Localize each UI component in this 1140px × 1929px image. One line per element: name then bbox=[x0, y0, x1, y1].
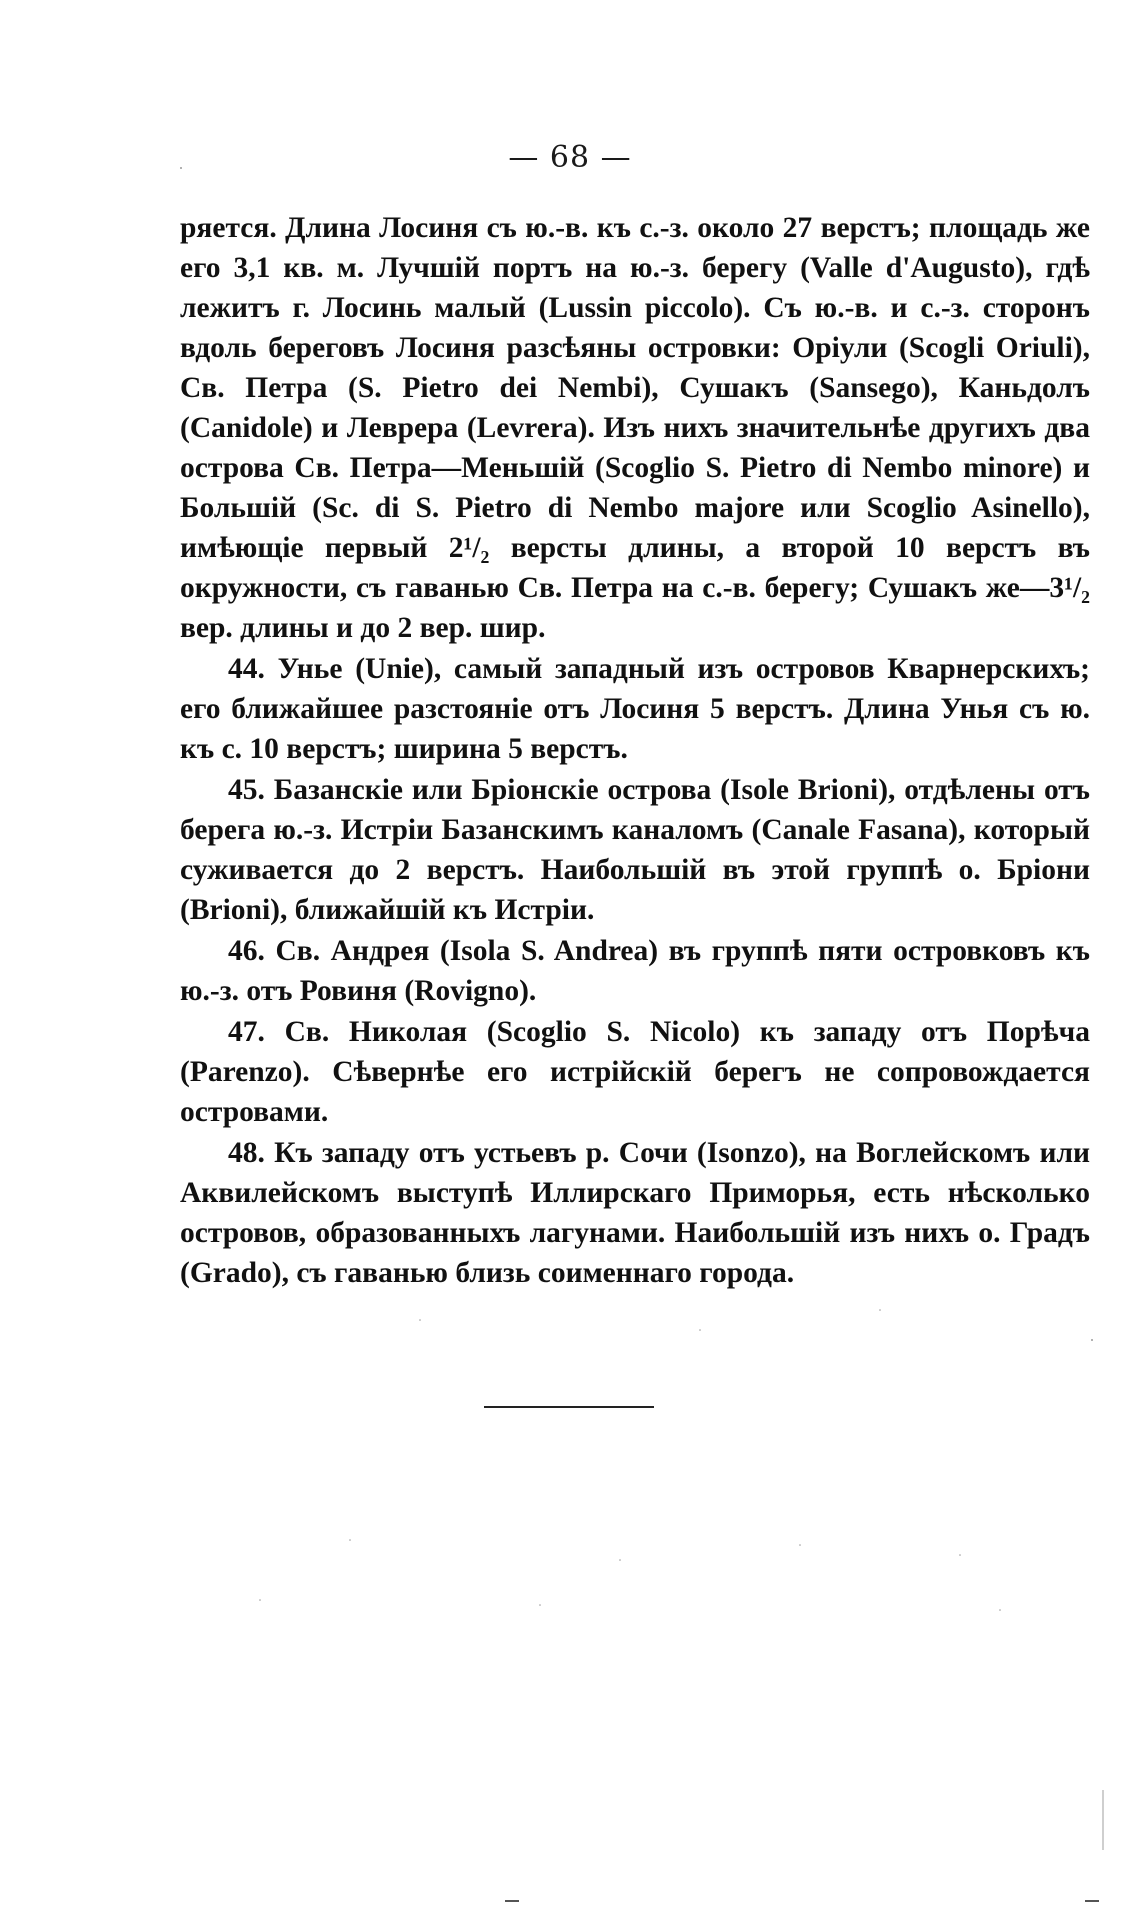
paragraph-48: 48. Къ западу отъ устьевъ р. Сочи (Isonzo), на Воглейскомъ или Аквилейскомъ выступѣ Иллирскаго Приморья, есть нѣсколько островов, образованныхъ лагунами. Наибольшій изъ нихъ о. Градъ (Grado), съ гаванью близь соименнаго города. bbox=[180, 1137, 1090, 1289]
body-text bbox=[180, 208, 1090, 1293]
paragraph-44: 44. Унье (Unie), самый западный изъ островов Кварнерскихъ; его ближайшее разстояніе отъ Лосиня 5 верстъ. Длина Унья съ ю. къ с. 10 верстъ; ширина 5 верстъ. bbox=[180, 653, 1090, 765]
paragraph-47: 47. Св. Николая (Scoglio S. Nicolo) къ западу отъ Порѣча (Parenzo). Сѣвернѣе его истрійскій берегъ не сопровождается островами. bbox=[180, 1016, 1090, 1128]
section-end-rule bbox=[484, 1406, 654, 1408]
paragraph-46: 46. Св. Андрея (Isola S. Andrea) въ группѣ пяти островковъ къ ю.-з. отъ Ровиня (Rovigno). bbox=[180, 935, 1090, 1007]
paragraph-continuation: ряется. Длина Лосиня съ ю.-в. къ с.-з. около 27 верстъ; площадь же его 3,1 кв. м. Лучшій портъ на ю.-з. берегу (Valle d'Augusto), гдѣ лежитъ г. Лосинь малый (Lussin piccolo). Съ ю.-в. и с.-з. сторонъ вдоль береговъ Лосиня разсѣяны островки: Оріули (Scogli Oriuli), Св. Петра (S. Pietro dei Nembi), Сушакъ (Sansego), Каньдолъ (Canidole) и Леврера (Levrera). Изъ нихъ значительнѣе другихъ два острова Св. Петра—Меньшій (Scoglio S. Pietro di Nembo minore) и Большій (Sc. di S. Pietro di Nembo majore или Scoglio Asinello), имѣющіе первый 2¹/₂ версты длины, а второй 10 верстъ въ окружности, съ гаванью Св. Петра на с.-в. берегу; Сушакъ же—3¹/₂ вер. длины и до 2 вер. шир. bbox=[180, 212, 1090, 644]
paragraph-45: 45. Базанскіе или Бріонскіе острова (Isole Brioni), отдѣлены отъ берега ю.-з. Истріи Базанскимъ каналомъ (Canale Fasana), который суживается до 2 верстъ. Наибольшій въ этой группѣ о. Бріони (Brioni), ближайшій къ Истріи. bbox=[180, 774, 1090, 926]
page-number: — 68 — bbox=[508, 140, 632, 175]
